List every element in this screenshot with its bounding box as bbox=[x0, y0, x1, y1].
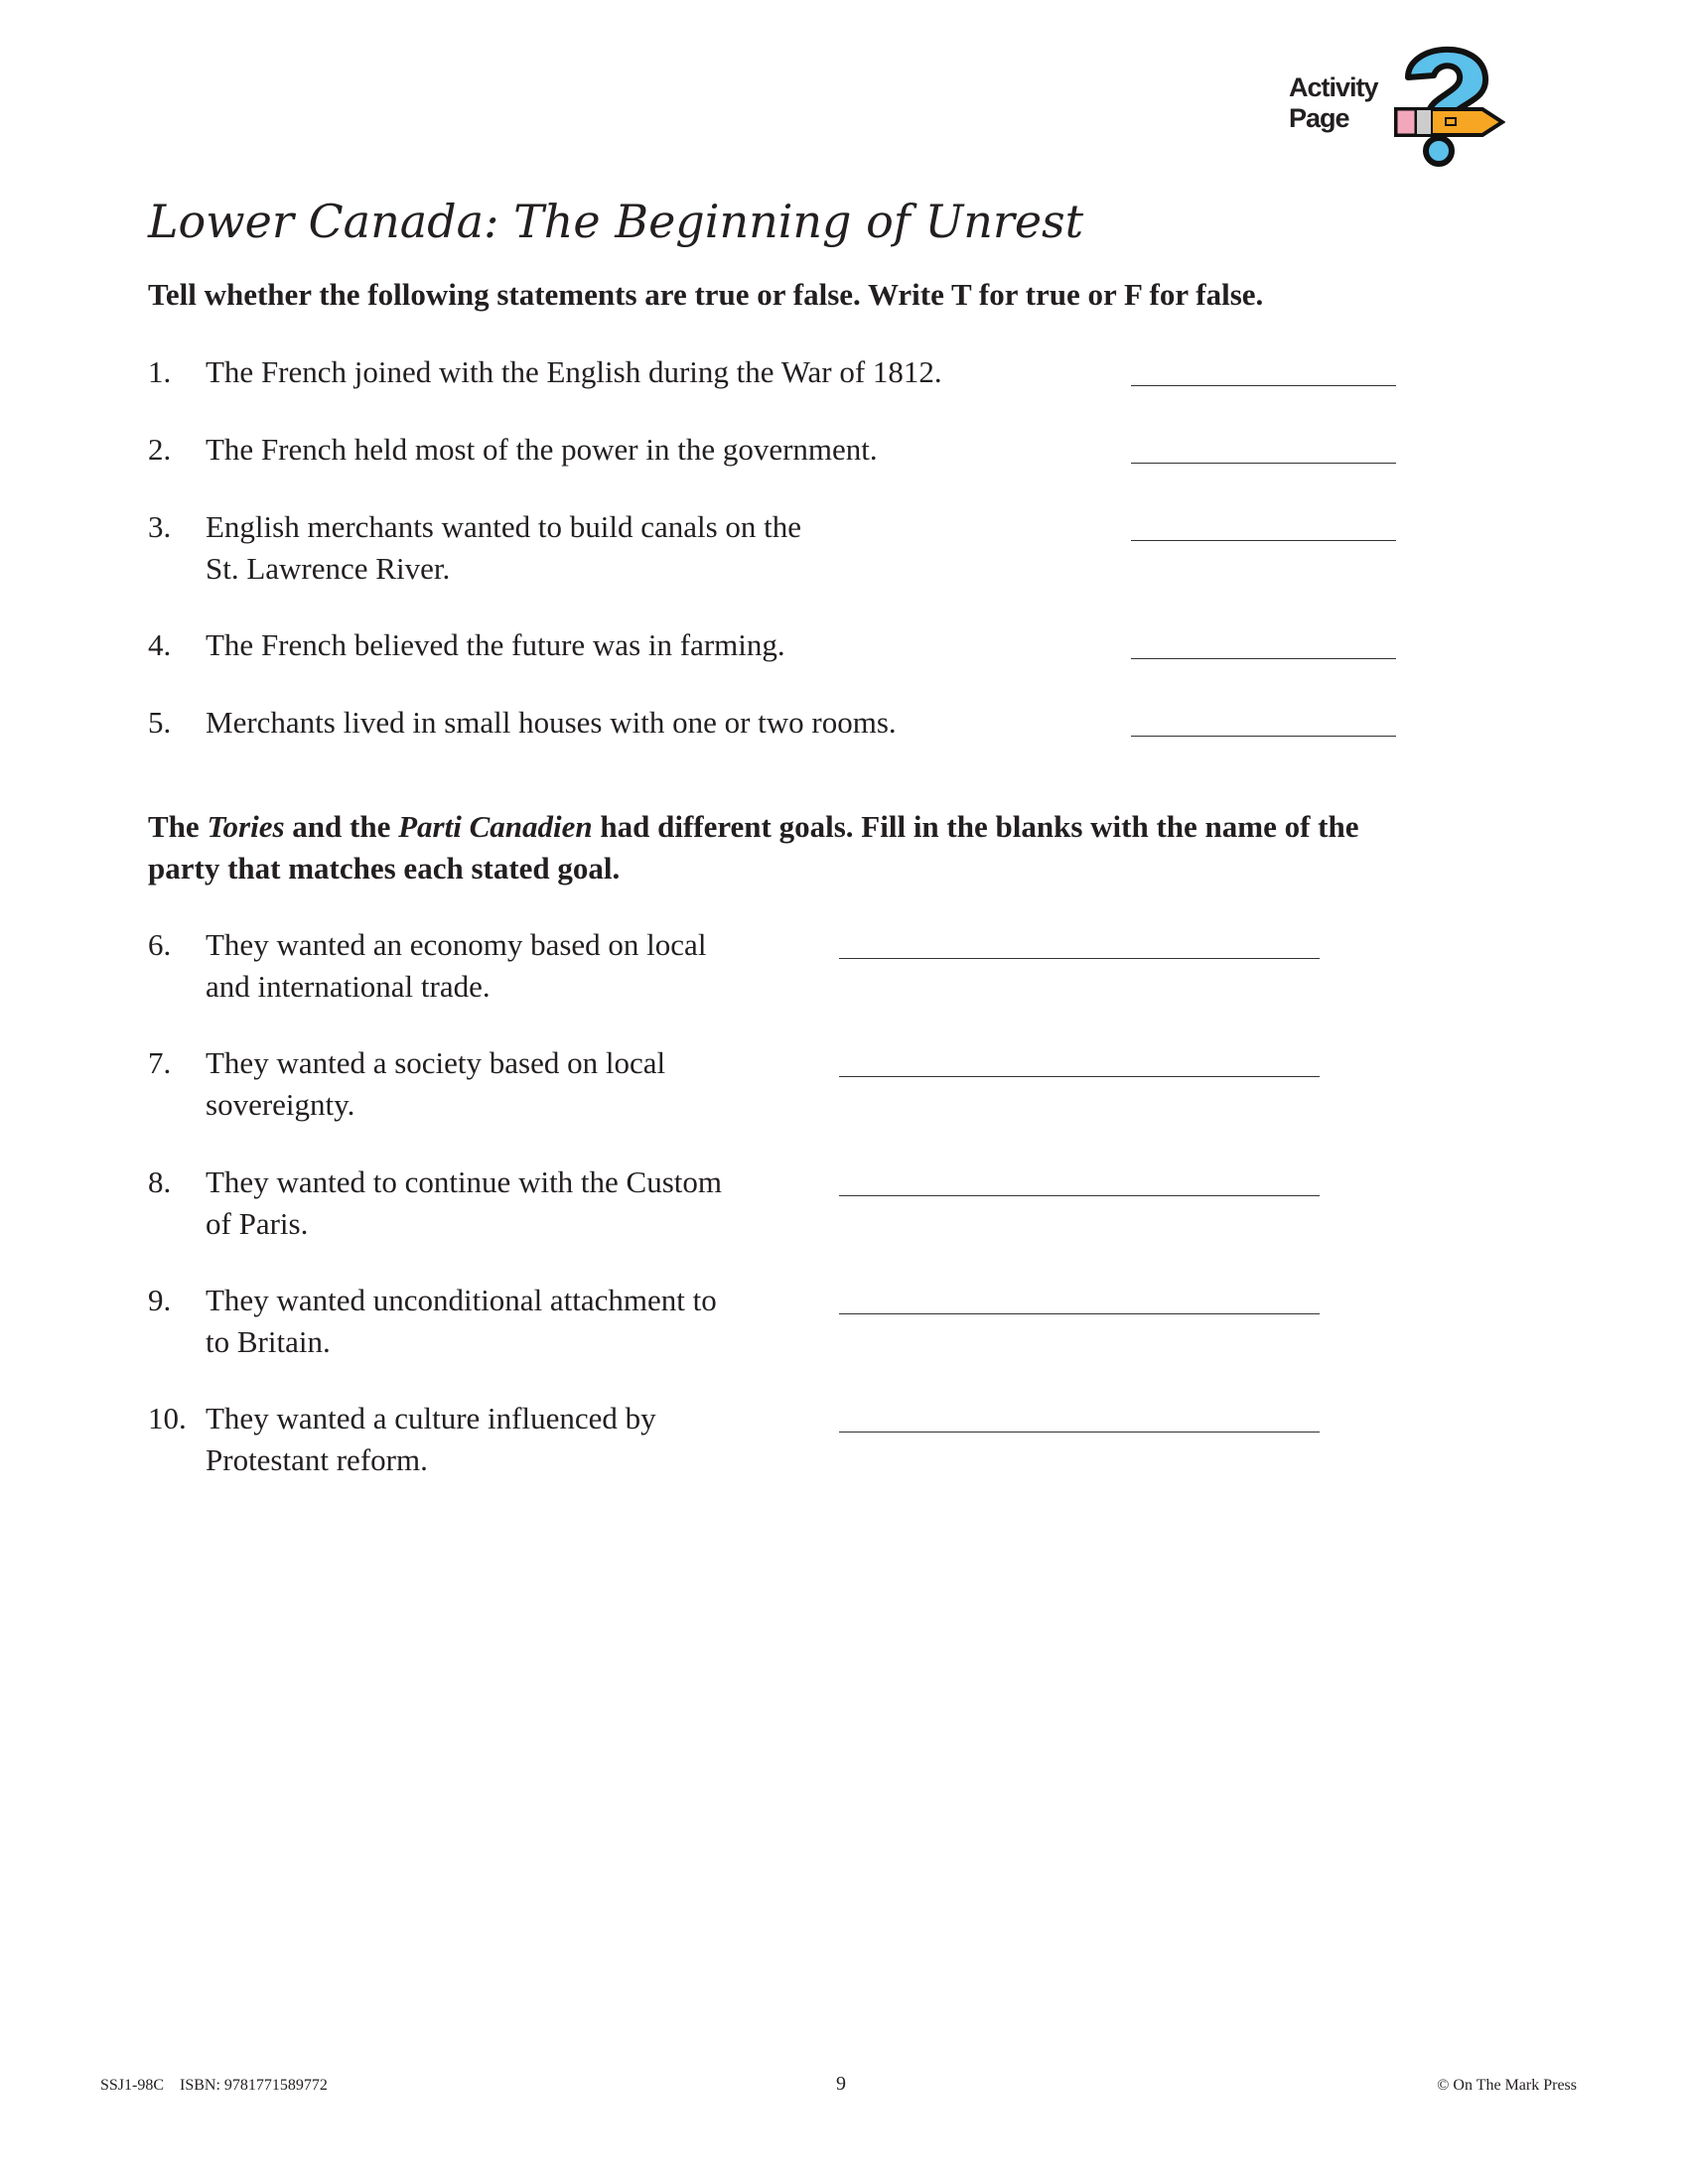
question-text: They wanted a culture influenced by Protestant reform. bbox=[206, 1401, 656, 1477]
section1-instructions: Tell whether the following statements are true or false. Write T for true or F for false. bbox=[148, 277, 1264, 312]
question-item bbox=[148, 924, 1538, 1014]
section2-instructions bbox=[148, 806, 1538, 889]
question-text: They wanted unconditional attachment to to Britain. bbox=[206, 1283, 717, 1359]
question-item bbox=[148, 429, 1538, 518]
question-number: 7. bbox=[148, 1045, 172, 1080]
question-text: They wanted a society based on local sovereignty. bbox=[206, 1045, 666, 1122]
question-number: 6. bbox=[148, 927, 172, 962]
question-item bbox=[148, 351, 1538, 441]
instr-text: party that matches each stated goal. bbox=[148, 851, 621, 886]
answer-blank[interactable] bbox=[839, 958, 1320, 959]
answer-blank[interactable] bbox=[1131, 385, 1396, 386]
question-number: 8. bbox=[148, 1164, 172, 1199]
question-number: 1. bbox=[148, 354, 172, 389]
question-number: 9. bbox=[148, 1283, 172, 1317]
instr-text: and the bbox=[284, 809, 399, 844]
question-mark-pencil-icon bbox=[1388, 38, 1505, 169]
question-text: The French believed the future was in farming. bbox=[206, 627, 785, 662]
tories-term: Tories bbox=[207, 809, 285, 844]
question-text: Merchants lived in small houses with one or two rooms. bbox=[206, 705, 897, 740]
question-item bbox=[148, 506, 1538, 596]
question-number: 2. bbox=[148, 432, 172, 467]
instr-text: The bbox=[148, 809, 208, 844]
answer-blank[interactable] bbox=[839, 1313, 1320, 1314]
question-number: 4. bbox=[148, 627, 172, 662]
question-item bbox=[148, 624, 1538, 714]
question-number: 3. bbox=[148, 509, 172, 544]
question-text: English merchants wanted to build canals on the St. Lawrence River. bbox=[206, 509, 802, 586]
answer-blank[interactable] bbox=[1131, 736, 1396, 737]
question-text: They wanted an economy based on local and international trade. bbox=[206, 927, 707, 1004]
answer-blank[interactable] bbox=[839, 1432, 1320, 1433]
page-title: Lower Canada: The Beginning of Unrest bbox=[148, 195, 1084, 248]
activity-page-badge bbox=[1289, 72, 1378, 134]
answer-blank[interactable] bbox=[1131, 463, 1396, 464]
footer-copyright: © On The Mark Press bbox=[1437, 2077, 1577, 2094]
question-number: 10. bbox=[148, 1401, 187, 1435]
question-text: They wanted to continue with the Custom of Paris. bbox=[206, 1164, 723, 1241]
badge-line2: Page bbox=[1289, 103, 1349, 133]
answer-blank[interactable] bbox=[839, 1076, 1320, 1077]
footer-isbn: ISBN: 9781771589772 bbox=[180, 2077, 328, 2094]
question-item bbox=[148, 1398, 1538, 1487]
footer-code: SSJ1-98C ISBN: 9781771589772 bbox=[100, 2077, 328, 2094]
question-number: 5. bbox=[148, 705, 172, 740]
parti-canadien-term: Parti Canadien bbox=[398, 809, 593, 844]
badge-line1: Activity bbox=[1289, 72, 1378, 102]
answer-blank[interactable] bbox=[839, 1195, 1320, 1196]
question-item bbox=[148, 1280, 1538, 1369]
answer-blank[interactable] bbox=[1131, 658, 1396, 659]
instr-text: had different goals. Fill in the blanks with the name of the bbox=[592, 809, 1359, 844]
question-item bbox=[148, 702, 1538, 791]
question-text: The French joined with the English during the War of 1812. bbox=[206, 354, 942, 389]
answer-blank[interactable] bbox=[1131, 540, 1396, 541]
question-text: The French held most of the power in the government. bbox=[206, 432, 878, 467]
page-number: 9 bbox=[836, 2073, 846, 2095]
question-item bbox=[148, 1161, 1538, 1251]
question-item bbox=[148, 1042, 1538, 1132]
